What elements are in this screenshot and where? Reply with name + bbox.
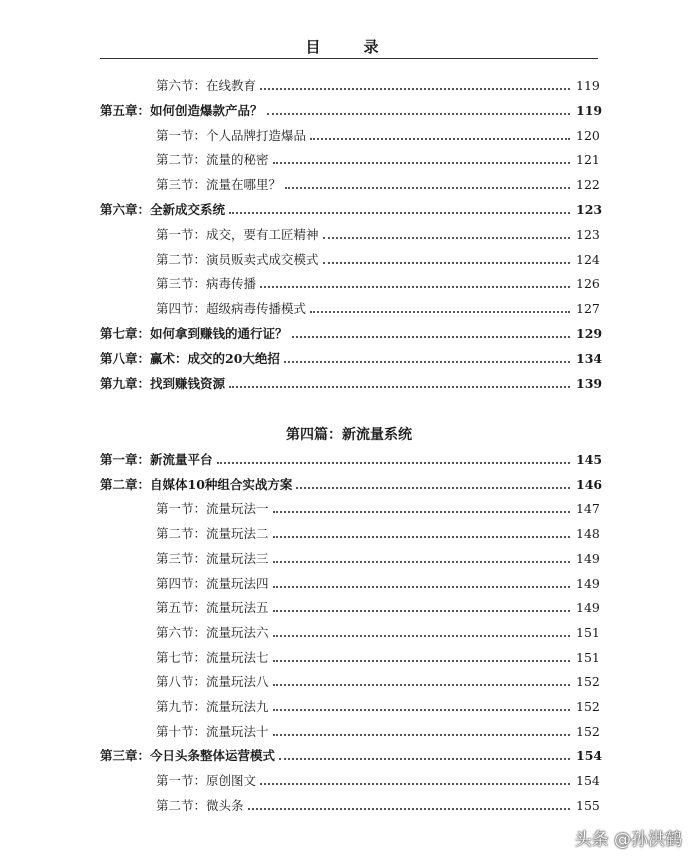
toc-page-number: 123	[576, 226, 600, 242]
page-header	[100, 30, 598, 59]
toc-section-entry[interactable]	[100, 219, 598, 243]
toc-entry-label: 第七节：流量玩法七	[156, 649, 269, 665]
toc-entry-label: 第八章：赢术：成交的20大绝招	[100, 350, 280, 366]
toc-chapter-entry[interactable]	[100, 343, 603, 367]
toc-page-number: 148	[576, 526, 600, 542]
dot-leader	[273, 734, 570, 736]
toc-section-entry[interactable]	[100, 568, 598, 592]
toc-page-number: 122	[576, 177, 600, 193]
toc-page-number: 151	[576, 649, 600, 665]
dot-leader	[273, 635, 570, 637]
toc-section-entry[interactable]	[100, 169, 598, 193]
toc-entry-label: 第三章：今日头条整体运营模式	[100, 748, 276, 764]
toc-page-number: 124	[576, 251, 600, 267]
dot-leader	[229, 212, 570, 214]
dot-leader	[273, 610, 570, 612]
toc-entry-label: 第九章：找到赚钱资源	[100, 375, 226, 391]
dot-leader	[284, 361, 570, 363]
toc-chapter-entry[interactable]	[100, 740, 603, 764]
dot-leader	[267, 113, 570, 115]
toc-entry-label: 第三节：流量在哪里？	[156, 177, 282, 193]
toc-chapter-entry[interactable]	[100, 368, 603, 392]
toc-entry-label: 第七章：如何拿到赚钱的通行证？	[100, 326, 288, 341]
toc-page-number: 151	[576, 624, 600, 640]
toc-page-number: 123	[576, 202, 603, 217]
toc-page-number: 155	[576, 797, 600, 813]
toc-section-entry[interactable]	[100, 642, 598, 666]
toc-page-number: 149	[576, 550, 600, 566]
dot-leader	[310, 138, 570, 140]
toc-section-entry[interactable]	[100, 70, 598, 94]
toc-chapter-entry[interactable]	[100, 444, 603, 468]
toc-entry-label: 第三节：病毒传播	[156, 276, 257, 292]
toc-chapter-entry[interactable]	[100, 95, 603, 119]
toc-page-number: 146	[576, 476, 603, 492]
toc-entry-label: 第二节：演员贩卖式成交模式	[156, 251, 319, 267]
dot-leader	[273, 536, 570, 538]
dot-leader	[310, 311, 570, 313]
dot-leader	[273, 709, 570, 711]
toc-page-number: 152	[576, 699, 600, 714]
toc-page-number: 126	[576, 276, 600, 292]
toc-page-number: 152	[576, 723, 600, 739]
toc-entry-label: 第一节：个人品牌打造爆品	[156, 127, 307, 143]
dot-leader	[285, 187, 570, 189]
dot-leader	[273, 162, 570, 164]
toc-section-entry[interactable]	[100, 144, 598, 168]
dot-leader	[248, 808, 570, 810]
toc-entry-label: 第二章：自媒体10种组合实战方案	[100, 476, 293, 492]
toc-page-number: 149	[576, 600, 600, 616]
toc-entry-label: 第五章：如何创造爆款产品？	[100, 102, 263, 118]
toc-section-entry[interactable]	[100, 493, 598, 517]
toc-entry-label: 第九节：流量玩法九	[156, 699, 269, 714]
toc-entry-label: 第四节：流量玩法四	[156, 575, 269, 591]
toc-entry-label: 第六章：全新成交系统	[100, 202, 226, 217]
dot-leader	[323, 237, 570, 239]
toc-section-entry[interactable]	[100, 244, 598, 268]
watermark: 头条 @孙洪鹤	[574, 830, 682, 850]
toc-entry-label: 第一节：成交，要有工匠精神	[156, 226, 319, 242]
part-title: 第四篇：新流量系统	[286, 427, 412, 443]
toc-page-number: 119	[576, 78, 600, 93]
toc-chapter-entry[interactable]	[100, 469, 603, 493]
toc-entry-label: 第五节：流量玩法五	[156, 600, 269, 616]
toc-section-entry[interactable]	[100, 268, 598, 292]
toc-section-entry[interactable]	[100, 666, 598, 690]
dot-leader	[260, 286, 570, 288]
dot-leader	[217, 462, 570, 464]
toc-chapter-entry[interactable]	[100, 318, 603, 342]
toc-section-entry[interactable]	[100, 592, 598, 616]
toc-entry-label: 第一节：原创图文	[156, 773, 257, 789]
toc-page-number: 129	[576, 326, 603, 341]
toc-section-entry[interactable]	[100, 293, 598, 317]
toc-section-entry[interactable]	[100, 790, 598, 814]
toc-page-number: 139	[576, 375, 603, 391]
header-title: 目 录	[305, 38, 393, 56]
toc-page-number: 147	[576, 501, 600, 517]
dot-leader	[279, 758, 570, 760]
toc-entry-label: 第一章：新流量平台	[100, 452, 213, 467]
toc-page-number: 152	[576, 674, 600, 690]
dot-leader	[273, 586, 570, 588]
toc-section-entry[interactable]	[100, 691, 598, 715]
toc-page-number: 127	[576, 301, 600, 317]
toc-entry-label: 第一节：流量玩法一	[156, 501, 269, 517]
toc-section-entry[interactable]	[100, 518, 598, 542]
toc-section-entry[interactable]	[100, 543, 598, 567]
toc-entry-label: 第二节：流量的秘密	[156, 152, 269, 168]
toc-page-number: 145	[576, 452, 603, 467]
dot-leader	[273, 511, 570, 513]
toc-entry-label: 第三节：流量玩法三	[156, 550, 269, 566]
toc-entry-label: 第二节：微头条	[156, 797, 244, 813]
toc-entry-label: 第四节：超级病毒传播模式	[156, 301, 307, 317]
dot-leader	[273, 660, 570, 662]
toc-page-number: 120	[576, 127, 600, 143]
toc-page-number: 149	[576, 575, 600, 591]
dot-leader	[292, 336, 570, 338]
toc-chapter-entry[interactable]	[100, 194, 603, 218]
toc-entry-label: 第六节：流量玩法六	[156, 624, 269, 640]
toc-page-number: 119	[576, 102, 603, 118]
toc-section-entry[interactable]	[100, 617, 598, 641]
toc-entry-label: 第六节：在线教育	[156, 78, 257, 93]
dot-leader	[260, 783, 570, 785]
toc-page-number: 154	[576, 773, 600, 789]
toc-entry-label: 第二节：流量玩法二	[156, 526, 269, 542]
toc-page-number: 154	[576, 748, 603, 764]
dot-leader	[260, 88, 570, 90]
toc-page-number: 134	[576, 350, 603, 366]
dot-leader	[273, 561, 570, 563]
toc-section-entry[interactable]	[100, 120, 598, 144]
toc-section-entry[interactable]	[100, 716, 598, 740]
toc-entry-label: 第十节：流量玩法十	[156, 723, 269, 739]
dot-leader	[323, 262, 570, 264]
toc-page-number: 121	[576, 152, 600, 168]
toc-entry-label: 第八节：流量玩法八	[156, 674, 269, 690]
toc-section-entry[interactable]	[100, 765, 598, 789]
dot-leader	[273, 684, 570, 686]
dot-leader	[229, 386, 570, 388]
dot-leader	[296, 487, 570, 489]
